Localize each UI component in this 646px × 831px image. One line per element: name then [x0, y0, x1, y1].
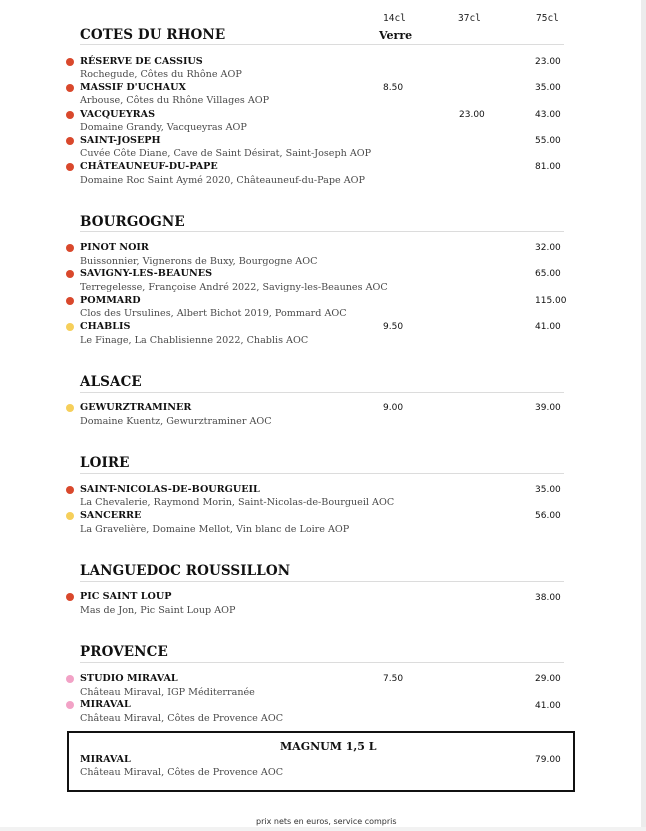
red-wine-dot-icon — [66, 244, 74, 252]
price-75cl: 56.00 — [535, 511, 561, 521]
wine-description: Buissonnier, Vignerons de Buxy, Bourgogne AOC — [80, 256, 318, 267]
red-wine-dot-icon — [66, 270, 74, 278]
price-75cl: 32.00 — [535, 243, 561, 253]
wine-description: Mas de Jon, Pic Saint Loup AOP — [80, 605, 236, 616]
wine-description: Domaine Roc Saint Aymé 2020, Châteauneuf-du-Pape AOP — [80, 175, 366, 186]
wine-description: La Gravelière, Domaine Mellot, Vin blanc de Loire AOP — [80, 524, 350, 535]
wine-name: VACQUEYRAS — [80, 109, 156, 120]
wine-name: RÉSERVE DE CASSIUS — [80, 56, 203, 67]
wine-name: CHABLIS — [80, 321, 131, 332]
white-wine-dot-icon — [66, 404, 74, 412]
price-14cl: 8.50 — [383, 83, 404, 93]
wine-description: Clos des Ursulines, Albert Bichot 2019, Pommard AOC — [80, 308, 347, 319]
price-75cl: 43.00 — [535, 110, 561, 120]
section-title-cotes-du-rhone: COTES DU RHONE — [80, 27, 226, 43]
red-wine-dot-icon — [66, 163, 74, 171]
white-wine-dot-icon — [66, 512, 74, 520]
column-header-75cl: 75cl — [536, 13, 559, 24]
wine-name: GEWURZTRAMINER — [80, 402, 192, 413]
wine-description: Rochegude, Côtes du Rhône AOP — [80, 69, 242, 80]
footer-note: prix nets en euros, service compris — [256, 817, 397, 826]
price-75cl: 23.00 — [535, 57, 561, 67]
price-75cl: 115.00 — [535, 296, 567, 306]
section-divider — [80, 44, 564, 45]
section-divider — [80, 392, 564, 393]
price-14cl: 9.50 — [383, 322, 404, 332]
wine-description: Domaine Kuentz, Gewurztraminer AOC — [80, 416, 272, 427]
section-divider — [80, 581, 564, 582]
white-wine-dot-icon — [66, 323, 74, 331]
red-wine-dot-icon — [66, 137, 74, 145]
price-14cl: 7.50 — [383, 674, 404, 684]
price-75cl: 65.00 — [535, 269, 561, 279]
price-75cl: 35.00 — [535, 83, 561, 93]
price-75cl: 41.00 — [535, 322, 561, 332]
wine-name: PIC SAINT LOUP — [80, 591, 172, 602]
price-14cl: 9.00 — [383, 403, 404, 413]
wine-description: Domaine Grandy, Vacqueyras AOP — [80, 122, 247, 133]
section-title-languedoc-roussillon: LANGUEDOC ROUSSILLON — [80, 563, 291, 579]
wine-name: PINOT NOIR — [80, 242, 149, 253]
red-wine-dot-icon — [66, 593, 74, 601]
wine-name: MIRAVAL — [80, 699, 131, 710]
section-title-alsace: ALSACE — [80, 374, 142, 390]
rose-wine-dot-icon — [66, 701, 74, 709]
magnum-title: MAGNUM 1,5 L — [280, 740, 377, 753]
wine-name: SAINT-JOSEPH — [80, 135, 161, 146]
wine-description: Arbouse, Côtes du Rhône Villages AOP — [80, 95, 270, 106]
wine-description: Terregelesse, Françoise André 2022, Savigny-les-Beaunes AOC — [80, 282, 388, 293]
price-75cl: 39.00 — [535, 403, 561, 413]
red-wine-dot-icon — [66, 58, 74, 66]
column-subheader-verre: Verre — [379, 29, 413, 42]
red-wine-dot-icon — [66, 84, 74, 92]
wine-name: MIRAVAL — [80, 754, 131, 765]
price-75cl: 35.00 — [535, 485, 561, 495]
red-wine-dot-icon — [66, 111, 74, 119]
section-divider — [80, 473, 564, 474]
price-75cl: 38.00 — [535, 593, 561, 603]
price-37cl: 23.00 — [459, 110, 485, 120]
wine-description: Château Miraval, IGP Méditerranée — [80, 687, 255, 698]
rose-wine-dot-icon — [66, 675, 74, 683]
wine-name: CHÂTEAUNEUF-DU-PAPE — [80, 161, 218, 172]
wine-description: Cuvée Côte Diane, Cave de Saint Désirat, Saint-Joseph AOP — [80, 148, 372, 159]
column-header-37cl: 37cl — [458, 13, 481, 24]
section-divider — [80, 662, 564, 663]
wine-name: MASSIF D'UCHAUX — [80, 82, 186, 93]
wine-name: SAVIGNY-LES-BEAUNES — [80, 268, 212, 279]
wine-description: Château Miraval, Côtes de Provence AOC — [80, 767, 284, 778]
page-edge-bottom — [0, 827, 646, 831]
wine-description: Le Finage, La Chablisienne 2022, Chablis AOC — [80, 335, 309, 346]
page-edge-right — [641, 0, 646, 831]
price-75cl: 55.00 — [535, 136, 561, 146]
section-title-provence: PROVENCE — [80, 644, 168, 660]
price-75cl: 81.00 — [535, 162, 561, 172]
wine-name: SAINT-NICOLAS-DE-BOURGUEIL — [80, 484, 260, 495]
section-divider — [80, 231, 564, 232]
red-wine-dot-icon — [66, 486, 74, 494]
section-title-bourgogne: BOURGOGNE — [80, 214, 185, 230]
wine-description: Château Miraval, Côtes de Provence AOC — [80, 713, 284, 724]
price-75cl: 41.00 — [535, 701, 561, 711]
wine-name: SANCERRE — [80, 510, 142, 521]
wine-name: STUDIO MIRAVAL — [80, 673, 178, 684]
wine-description: La Chevalerie, Raymond Morin, Saint-Nicolas-de-Bourgueil AOC — [80, 497, 395, 508]
column-header-14cl: 14cl — [383, 13, 406, 24]
wine-name: POMMARD — [80, 295, 141, 306]
section-title-loire: LOIRE — [80, 455, 130, 471]
red-wine-dot-icon — [66, 297, 74, 305]
price-75cl: 29.00 — [535, 674, 561, 684]
price-75cl: 79.00 — [535, 755, 561, 765]
